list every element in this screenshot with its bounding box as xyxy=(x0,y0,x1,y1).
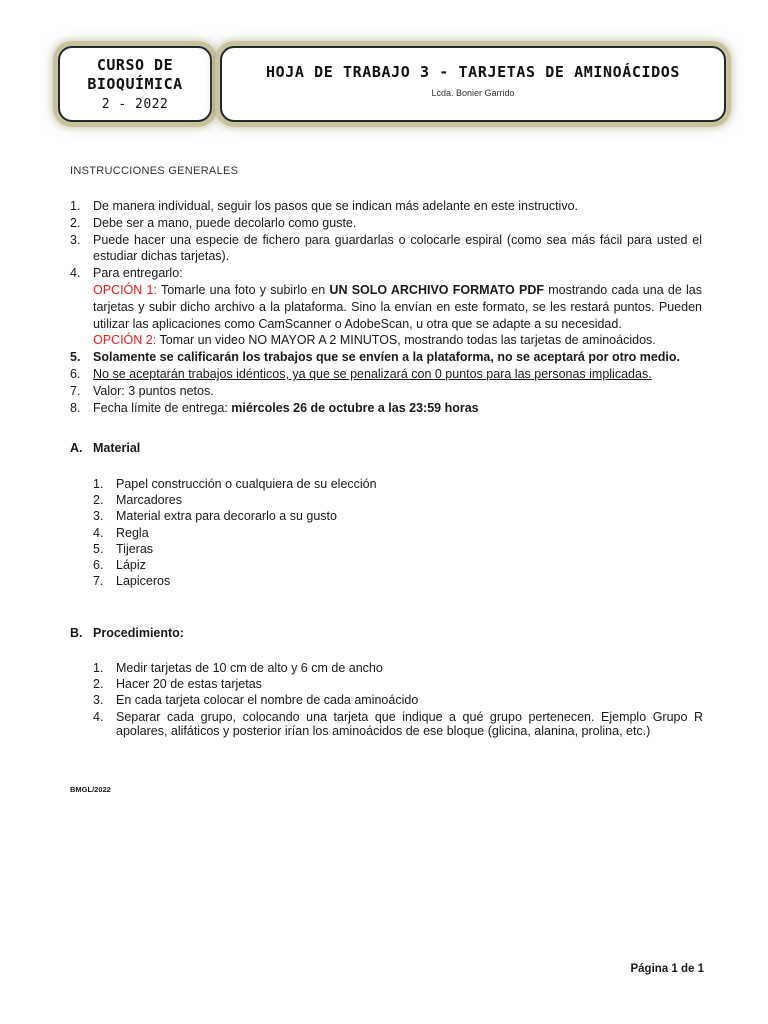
item-text: Lapiceros xyxy=(116,574,171,589)
item-text: Fecha límite de entrega: xyxy=(93,400,232,415)
item-number: 5. xyxy=(93,541,104,556)
section-material-heading xyxy=(70,441,140,455)
item-text: No se aceptarán trabajos idénticos, ya que se penalizará con 0 puntos para las personas implicadas. xyxy=(93,366,652,381)
item-text: Debe ser a mano, puede decolarlo como guste. xyxy=(93,215,357,230)
item-text: Hacer 20 de estas tarjetas xyxy=(116,677,262,692)
item-text: Tijeras xyxy=(116,541,154,556)
list-item xyxy=(70,366,702,383)
list-item xyxy=(93,574,703,588)
list-item xyxy=(93,542,703,556)
item-text: Papel construcción o cualquiera de su elección xyxy=(116,477,377,491)
list-item xyxy=(70,198,702,215)
item-text: Separar cada grupo, colocando una tarjeta que indique a qué grupo pertenecen. Ejemplo Grupo R apolares, alifáticos y posterior irían los aminoácidos de ese bloque (glicina, alanina, prolina, etc.) xyxy=(116,709,703,738)
general-instructions-heading: INSTRUCCIONES GENERALES xyxy=(70,165,239,177)
item-number: 6. xyxy=(93,557,104,572)
course-name-line2: BIOQUÍMICA xyxy=(87,75,183,93)
option-1-text-a: Tomarle una foto y subirlo en xyxy=(156,282,330,297)
general-instructions-list xyxy=(70,198,702,416)
course-name-line1: CURSO DE xyxy=(96,56,174,74)
option-2-label: OPCIÓN 2: xyxy=(93,333,157,348)
list-item xyxy=(70,383,702,400)
item-text: Solamente se calificarán los trabajos que se envíen a la plataforma, no se aceptará por otro medio. xyxy=(93,350,681,365)
section-letter: A. xyxy=(70,441,83,455)
procedure-list xyxy=(93,661,703,740)
item-number: 7. xyxy=(93,574,104,589)
item-number: 4. xyxy=(93,525,104,540)
option-1-format: UN SOLO ARCHIVO FORMATO PDF xyxy=(329,282,544,297)
section-title: Material xyxy=(93,441,141,455)
list-item xyxy=(70,400,702,417)
section-letter: B. xyxy=(70,626,83,640)
item-number: 4. xyxy=(70,266,81,281)
list-item xyxy=(93,661,703,675)
document-code: BMGL/2022 xyxy=(70,785,111,794)
item-number: 3. xyxy=(93,509,104,524)
item-text: Valor: 3 puntos netos. xyxy=(93,383,214,398)
item-number: 1. xyxy=(93,661,104,675)
list-item xyxy=(93,477,703,491)
item-text: Marcadores xyxy=(116,493,182,508)
list-item xyxy=(93,693,703,707)
item-number: 2. xyxy=(70,215,81,230)
item-text: Material extra para decorarlo a su gusto xyxy=(116,509,337,524)
item-text: Regla xyxy=(116,525,149,540)
item-number: 3. xyxy=(93,693,104,708)
item-number: 7. xyxy=(70,383,81,398)
document-title: HOJA DE TRABAJO 3 - TARJETAS DE AMINOÁCIDOS xyxy=(265,63,681,81)
course-period: 2 - 2022 xyxy=(101,97,169,112)
list-item xyxy=(93,509,703,523)
item-number: 1. xyxy=(70,199,81,213)
course-badge xyxy=(58,46,212,122)
item-text: De manera individual, seguir los pasos que se indican más adelante en este instructivo. xyxy=(93,199,578,213)
item-number: 2. xyxy=(93,677,104,692)
item-number: 8. xyxy=(70,400,81,415)
list-item xyxy=(70,232,702,266)
title-banner xyxy=(220,46,726,122)
list-item xyxy=(70,215,702,232)
item-number: 6. xyxy=(70,366,81,381)
item-text: Medir tarjetas de 10 cm de alto y 6 cm de ancho xyxy=(116,661,383,675)
item-number: 2. xyxy=(93,493,104,508)
item-text: Puede hacer una especie de fichero para guardarlas o colocarle espiral (como sea más fácil para usted el estudiar dichas tarjetas). xyxy=(93,232,702,264)
author-name: Lcda. Bonier Garrido xyxy=(431,88,515,98)
item-text: En cada tarjeta colocar el nombre de cada aminoácido xyxy=(116,693,419,708)
option-1-text-b: mostrando cada una de las tarjetas y subir dicho archivo a la plataforma. Sino la envían en este formato, se les restará puntos. Pueden utilizar las aplicaciones como CamScanner o AdobeScan, u otra que se adapte a su necesidad. xyxy=(93,282,702,331)
item-text: Para entregarlo: xyxy=(93,266,183,281)
list-item xyxy=(93,526,703,540)
item-number: 1. xyxy=(93,477,104,491)
list-item xyxy=(93,558,703,572)
option-1-label: OPCIÓN 1: xyxy=(93,282,157,297)
section-title: Procedimiento: xyxy=(93,626,184,640)
section-procedure-heading xyxy=(70,626,184,640)
list-item xyxy=(70,349,702,366)
list-item xyxy=(70,265,702,349)
item-number: 4. xyxy=(93,709,104,724)
list-item xyxy=(93,677,703,691)
option-1-block xyxy=(93,282,702,332)
list-item xyxy=(93,493,703,507)
material-list xyxy=(93,477,703,590)
item-number: 3. xyxy=(70,232,81,247)
item-number: 5. xyxy=(70,350,81,365)
page-number: Página 1 de 1 xyxy=(630,963,704,975)
option-2-text: Tomar un video NO MAYOR A 2 MINUTOS, mostrando todas las tarjetas de aminoácidos. xyxy=(156,333,656,348)
list-item xyxy=(93,710,703,738)
deadline: miércoles 26 de octubre a las 23:59 horas xyxy=(231,400,479,415)
item-text: Lápiz xyxy=(116,557,146,572)
option-2-block xyxy=(93,332,702,349)
